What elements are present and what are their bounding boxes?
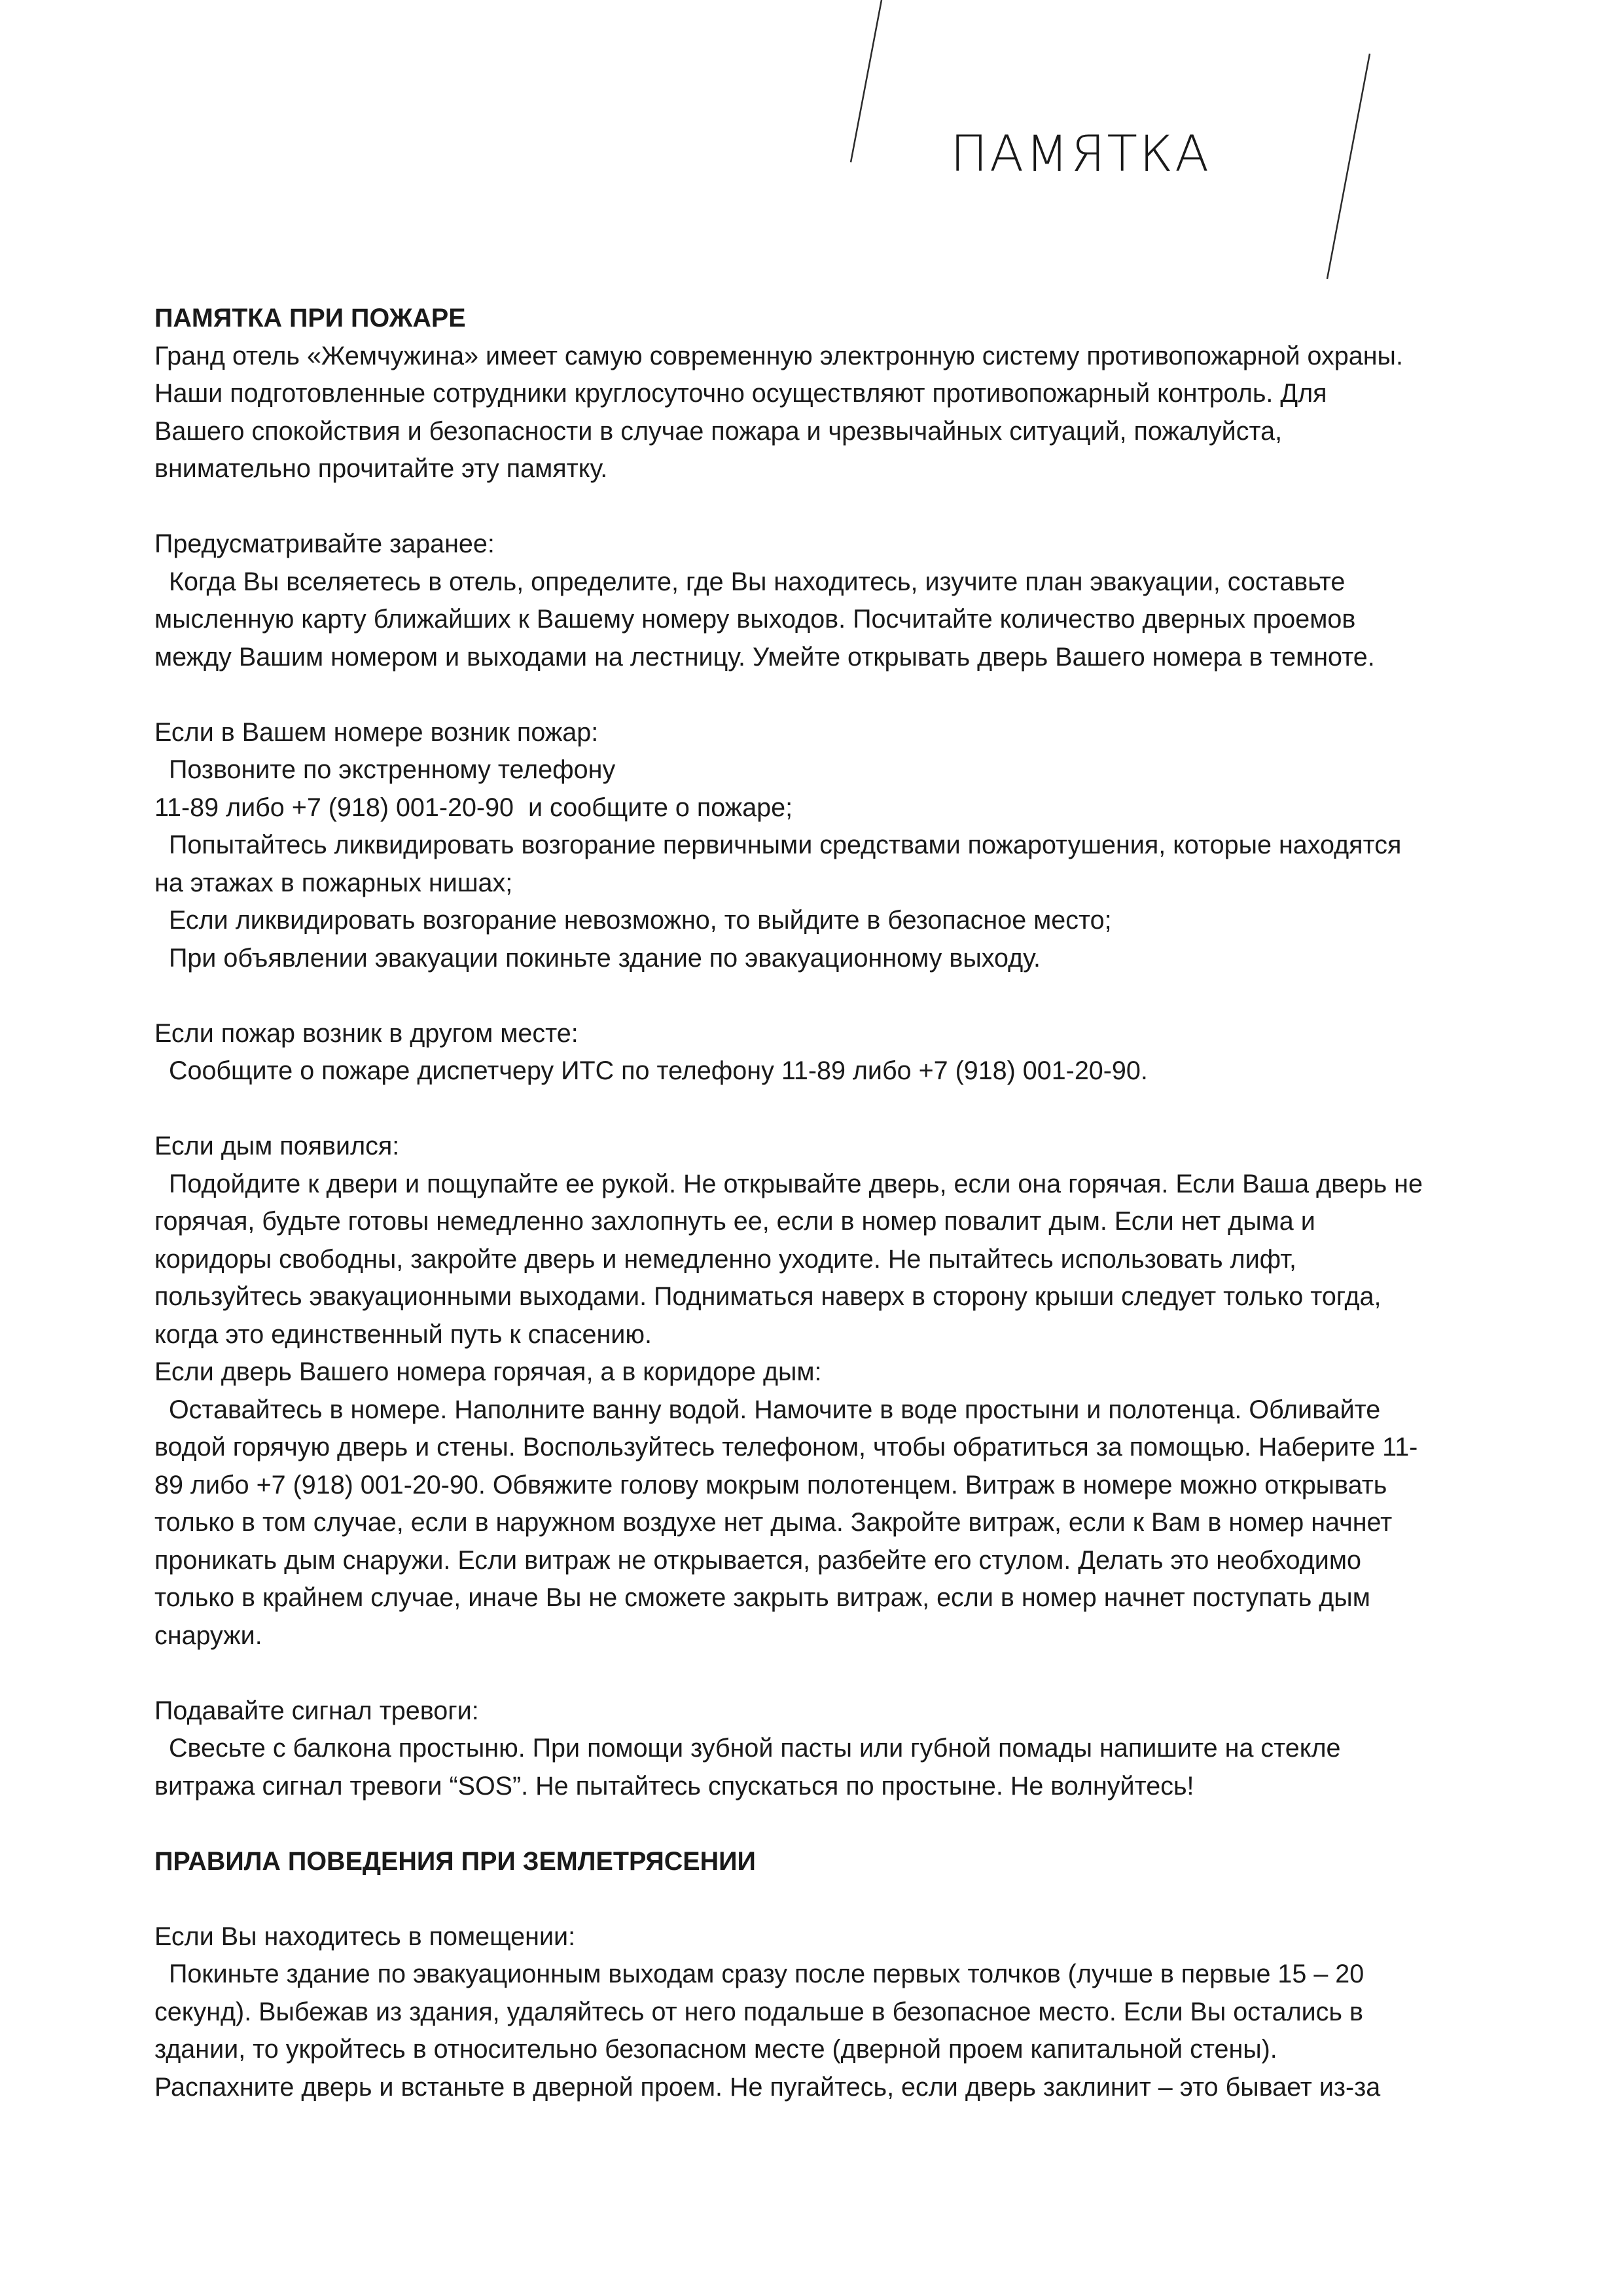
- diagonal-line-left: [851, 0, 882, 162]
- text-line: Подойдите к двери и пощупайте ее рукой. Не открывайте дверь, если она горячая. Если Ваша дверь не: [154, 1169, 1423, 1198]
- text-line: Если дверь Вашего номера горячая, а в коридоре дым:: [154, 1357, 822, 1386]
- text-line: При объявлении эвакуации покиньте здание по эвакуационному выходу.: [154, 943, 1041, 973]
- text-line: Покиньте здание по эвакуационным выходам сразу после первых толчков (лучше в первые 15 – 20: [154, 1960, 1364, 1988]
- blank-line: [154, 488, 1489, 526]
- section-heading: ПАМЯТКА ПРИ ПОЖАРЕ: [154, 304, 466, 332]
- text-line: Оставайтесь в номере. Наполните ванну водой. Намочите в воде простыни и полотенца. Обливайте: [154, 1395, 1381, 1424]
- decorative-diagonal-lines: [0, 0, 1623, 327]
- text-line: секунд). Выбежав из здания, удаляйтесь от него подальше в безопасное место. Если Вы остались в: [154, 1997, 1363, 2026]
- blank-line: [154, 1655, 1489, 1693]
- text-line: пользуйтесь эвакуационными выходами. Подниматься наверх в сторону крыши следует только тогда,: [154, 1282, 1382, 1311]
- blank-line: [154, 977, 1489, 1015]
- text-line: Подавайте сигнал тревоги:: [154, 1696, 479, 1725]
- text-line: снаружи.: [154, 1621, 262, 1650]
- text-line: Попытайтесь ликвидировать возгорание первичными средствами пожаротушения, которые находятся: [154, 831, 1402, 859]
- text-line: Наши подготовленные сотрудники круглосуточно осуществляют противопожарный контроль. Для: [154, 379, 1327, 408]
- text-line: проникать дым снаружи. Если витраж не открывается, разбейте его стулом. Делать это необходимо: [154, 1545, 1361, 1575]
- document-body: [154, 300, 1489, 2106]
- blank-line: [154, 676, 1489, 714]
- section-heading: ПРАВИЛА ПОВЕДЕНИЯ ПРИ ЗЕМЛЕТРЯСЕНИИ: [154, 1846, 756, 1876]
- text-line: Если пожар возник в другом месте:: [154, 1018, 579, 1048]
- blank-line: [154, 1805, 1489, 1843]
- text-line: на этажах в пожарных нишах;: [154, 868, 513, 897]
- text-line: коридоры свободны, закройте дверь и немедленно уходите. Не пытайтесь использовать лифт,: [154, 1244, 1296, 1274]
- text-line: Позвоните по экстренному телефону: [154, 755, 616, 784]
- text-line: Когда Вы вселяетесь в отель, определите, где Вы находитесь, изучите план эвакуации, составьте: [154, 567, 1346, 596]
- text-line: Гранд отель «Жемчужина» имеет самую современную электронную систему противопожарной охраны.: [154, 341, 1403, 370]
- text-line: Если в Вашем номере возник пожар:: [154, 717, 599, 747]
- text-line: Предусматривайте заранее:: [154, 529, 495, 558]
- text-line: мысленную карту ближайших к Вашему номеру выходов. Посчитайте количество дверных проемов: [154, 605, 1356, 634]
- text-line: когда это единственный путь к спасению.: [154, 1319, 652, 1349]
- text-line: Свесьте с балкона простыню. При помощи зубной пасты или губной помады напишите на стекле: [154, 1734, 1341, 1763]
- text-line: только в крайнем случае, иначе Вы не сможете закрыть витраж, если в номер начнет поступать дым: [154, 1583, 1370, 1612]
- text-line: 11-89 либо +7 (918) 001-20-90 и сообщите о пожаре;: [154, 793, 793, 822]
- text-line: витража сигнал тревоги “SOS”. Не пытайтесь спускаться по простыне. Не волнуйтесь!: [154, 1771, 1194, 1801]
- blank-line: [154, 1880, 1489, 1918]
- blank-line: [154, 1090, 1489, 1128]
- text-line: Если Вы находитесь в помещении:: [154, 1922, 576, 1951]
- text-line: между Вашим номером и выходами на лестницу. Умейте открывать дверь Вашего номера в темноте.: [154, 642, 1375, 672]
- document-title: ПАМЯТКА: [950, 124, 1211, 183]
- text-line: внимательно прочитайте эту памятку.: [154, 454, 608, 483]
- text-line: водой горячую дверь и стены. Воспользуйтесь телефоном, чтобы обратиться за помощью. Наберите 11-: [154, 1433, 1418, 1462]
- diagonal-line-right: [1327, 54, 1370, 279]
- text-line: Распахните дверь и встаньте в дверной проем. Не пугайтесь, если дверь заклинит – это бывает из-за: [154, 2072, 1381, 2102]
- text-line: здании, то укройтесь в относительно безопасном месте (дверной проем капитальной стены).: [154, 2035, 1277, 2064]
- text-line: Если дым появился:: [154, 1132, 400, 1160]
- text-line: Сообщите о пожаре диспетчеру ИТС по телефону 11-89 либо +7 (918) 001-20-90.: [154, 1056, 1148, 1085]
- text-line: Вашего спокойствия и безопасности в случае пожара и чрезвычайных ситуаций, пожалуйста,: [154, 416, 1283, 446]
- text-line: только в том случае, если в наружном воздухе нет дыма. Закройте витраж, если к Вам в номер начнет: [154, 1508, 1393, 1537]
- text-line: 89 либо +7 (918) 001-20-90. Обвяжите голову мокрым полотенцем. Витраж в номере можно открывать: [154, 1470, 1387, 1499]
- text-line: горячая, будьте готовы немедленно захлопнуть ее, если в номер повалит дым. Если нет дыма и: [154, 1207, 1315, 1236]
- text-line: Если ликвидировать возгорание невозможно, то выйдите в безопасное место;: [154, 906, 1112, 935]
